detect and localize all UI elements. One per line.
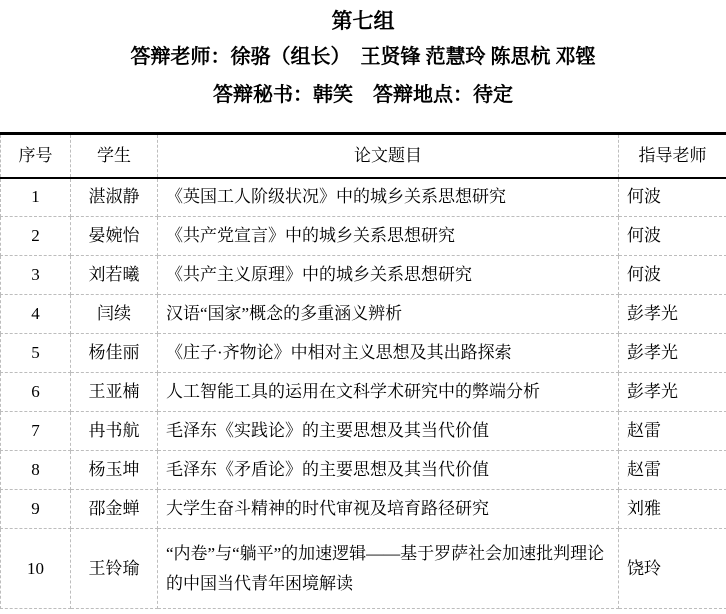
advisor-name: 彭孝光 [619,334,726,373]
table-row [1,256,726,295]
thesis-title: 汉语“国家”概念的多重涵义辨析 [158,295,619,334]
table-body [1,178,726,609]
row-index: 1 [1,178,71,217]
thesis-title: 《庄子·齐物论》中相对主义思想及其出路探索 [158,334,619,373]
table-row [1,295,726,334]
student-name: 冉书航 [71,412,158,451]
row-index: 9 [1,490,71,529]
row-index: 4 [1,295,71,334]
student-name: 王亚楠 [71,373,158,412]
advisor-name: 何波 [619,178,726,217]
thesis-title: 毛泽东《矛盾论》的主要思想及其当代价值 [158,451,619,490]
advisor-name: 彭孝光 [619,295,726,334]
advisor-name: 赵雷 [619,451,726,490]
document-header [0,0,726,114]
thesis-title: 《共产党宣言》中的城乡关系思想研究 [158,217,619,256]
table-row [1,490,726,529]
student-name: 王铃瑜 [71,529,158,609]
defense-teachers-line: 答辩老师：徐骆（组长） 王贤锋 范慧玲 陈思杭 邓铿 [130,46,596,68]
student-name: 刘若曦 [71,256,158,295]
table-row [1,412,726,451]
thesis-title: 毛泽东《实践论》的主要思想及其当代价值 [158,412,619,451]
column-header-thesis-title: 论文题目 [158,134,619,178]
row-index: 7 [1,412,71,451]
column-header-advisor: 指导老师 [619,134,726,178]
table-row [1,373,726,412]
row-index: 8 [1,451,71,490]
advisor-name: 何波 [619,217,726,256]
column-header-student: 学生 [71,134,158,178]
advisor-name: 何波 [619,256,726,295]
row-index: 6 [1,373,71,412]
table-row [1,334,726,373]
thesis-title: “内卷”与“躺平”的加速逻辑——基于罗萨社会加速批判理论的中国当代青年困境解读 [158,529,619,609]
group-title: 第七组 [331,9,395,33]
thesis-title: 人工智能工具的运用在文科学术研究中的弊端分析 [158,373,619,412]
student-name: 邵金蝉 [71,490,158,529]
column-header-index: 序号 [1,134,71,178]
student-name: 杨玉坤 [71,451,158,490]
table-row [1,451,726,490]
thesis-title: 大学生奋斗精神的时代审视及培育路径研究 [158,490,619,529]
table-row [1,529,726,609]
thesis-title: 《共产主义原理》中的城乡关系思想研究 [158,256,619,295]
thesis-title: 《英国工人阶级状况》中的城乡关系思想研究 [158,178,619,217]
row-index: 10 [1,529,71,609]
advisor-name: 饶玲 [619,529,726,609]
student-name: 湛淑静 [71,178,158,217]
table-header-row [1,134,726,178]
student-name: 杨佳丽 [71,334,158,373]
row-index: 5 [1,334,71,373]
row-index: 2 [1,217,71,256]
advisor-name: 赵雷 [619,412,726,451]
table-row [1,178,726,217]
advisor-name: 彭孝光 [619,373,726,412]
table-row [1,217,726,256]
advisor-name: 刘雅 [619,490,726,529]
row-index: 3 [1,256,71,295]
student-name: 闫续 [71,295,158,334]
thesis-roster-table [0,132,726,609]
defense-secretary-location-line: 答辩秘书：韩笑 答辩地点：待定 [213,84,513,106]
student-name: 晏婉怡 [71,217,158,256]
